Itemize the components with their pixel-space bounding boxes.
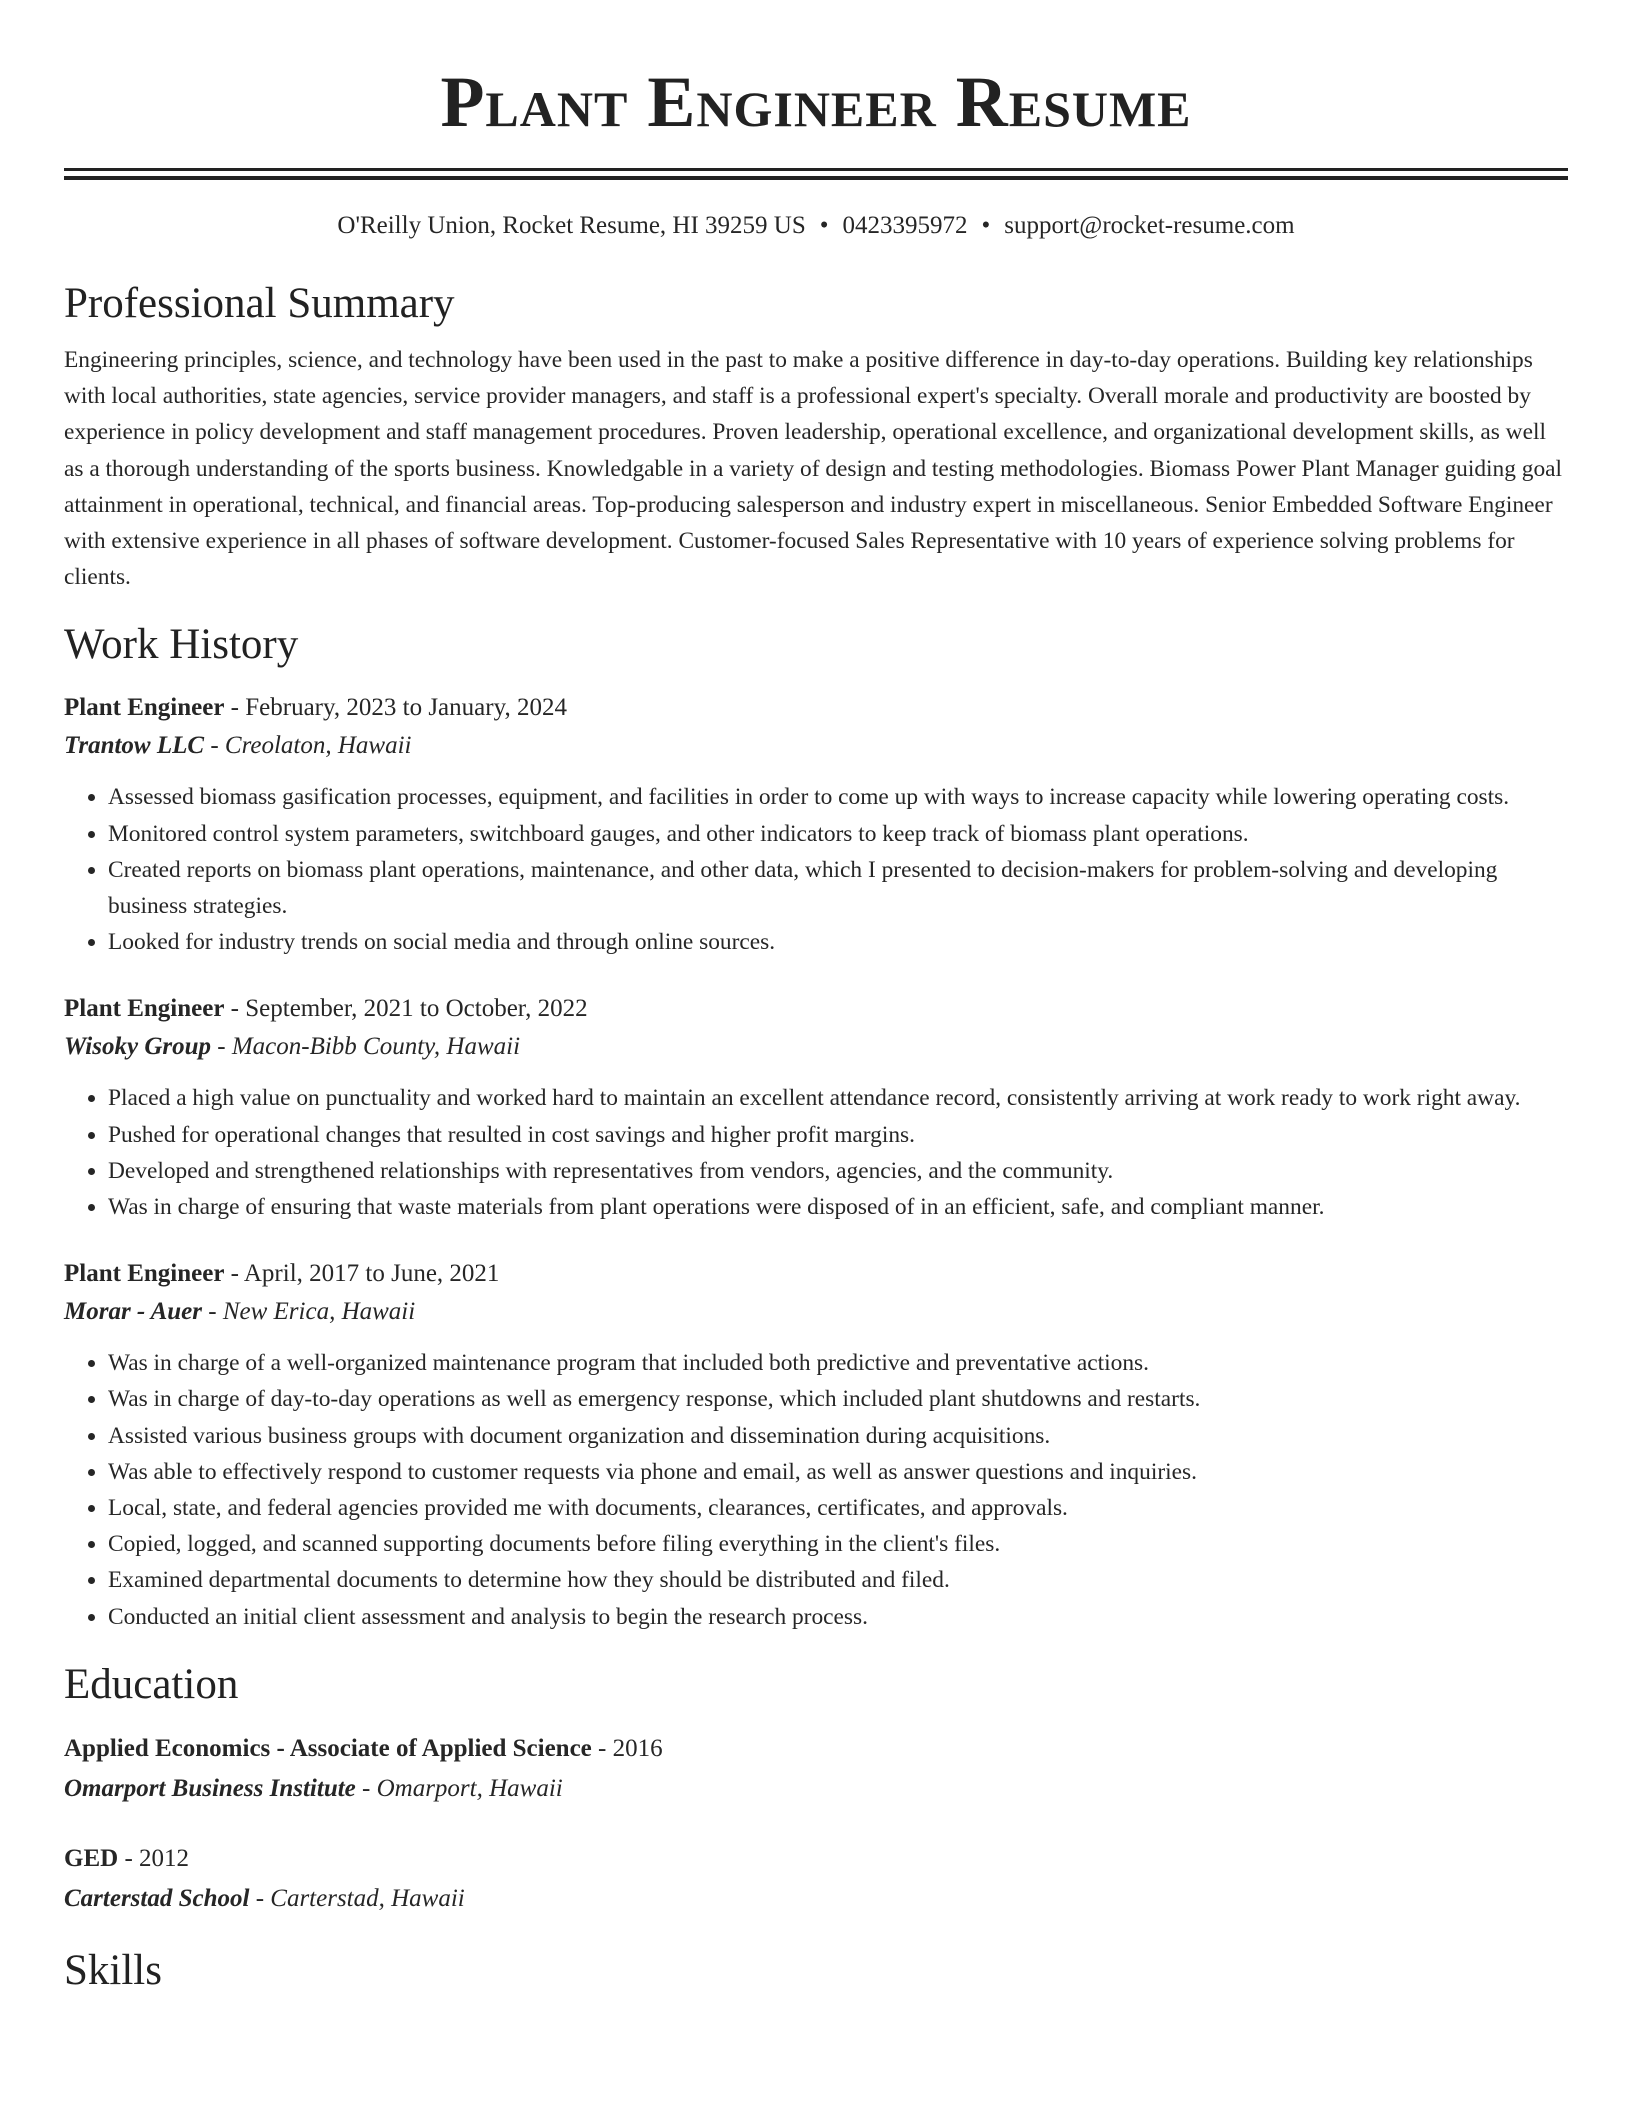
job-location: - Macon-Bibb County, Hawaii	[211, 1033, 521, 1061]
job-bullet: • Developed and strengthened relationships with representatives from vendors, agencies, and the community.	[108, 1153, 1568, 1189]
job-entry	[64, 689, 1568, 960]
job-company-line	[64, 727, 1568, 765]
education-degree: Applied Economics - Associate of Applied Science	[64, 1734, 592, 1762]
job-company: Wisoky Group	[64, 1033, 212, 1061]
job-bullet: • Local, state, and federal agencies provided me with documents, clearances, certificates, and approvals.	[108, 1490, 1568, 1526]
title-divider	[64, 168, 1568, 180]
summary-heading: Professional Summary	[64, 280, 455, 327]
contact-separator: •	[981, 212, 991, 239]
job-bullet: • Looked for industry trends on social media and through online sources.	[108, 924, 1568, 960]
job-bullet: • Copied, logged, and scanned supporting documents before filing everything in the client's files.	[108, 1526, 1568, 1562]
summary-text: Engineering principles, science, and technology have been used in the past to make a positive difference in day-to-day operations. Building key relationships with local authorities, state agencies, service provider managers, and staff is a professional expert's specialty. Overall morale and productivity are boosted by experience in policy development and staff management procedures. Proven leadership, operational excellence, and organizational development skills, as well as a thorough understanding of the sports business. Knowledgable in a variety of design and testing methodologies. Biomass Power Plant Manager guiding goal attainment in operational, technical, and financial areas. Top-producing salesperson and industry expert in miscellaneous. Senior Embedded Software Engineer with extensive experience in all phases of software development. Customer-focused Sales Representative with 10 years of experience solving problems for clients.	[64, 347, 1563, 591]
job-company: Morar - Auer	[64, 1298, 202, 1326]
resume-page	[64, 0, 1568, 1997]
job-bullet: • Monitored control system parameters, switchboard gauges, and other indicators to keep track of biomass plant operations.	[108, 816, 1568, 852]
job-title: Plant Engineer	[64, 1260, 225, 1288]
education-location: - Carterstad, Hawaii	[249, 1884, 465, 1912]
job-bullet: • Conducted an initial client assessment and analysis to begin the research process.	[108, 1599, 1568, 1635]
resume-title: Plant Engineer Resume	[440, 62, 1192, 142]
job-bullet: • Was in charge of ensuring that waste materials from plant operations were disposed of in an efficient, safe, and compliant manner.	[108, 1189, 1568, 1225]
contact-email: support@rocket-resume.com	[1004, 212, 1295, 239]
job-title: Plant Engineer	[64, 995, 225, 1023]
education-school: Carterstad School	[64, 1884, 250, 1912]
job-bullets	[64, 779, 1568, 960]
job-company-line	[64, 1293, 1568, 1331]
job-bullet: • Created reports on biomass plant operations, maintenance, and other data, which I presented to decision-makers for problem-solving and developing business strategies.	[108, 852, 1568, 924]
job-bullet: • Examined departmental documents to determine how they should be distributed and filed.	[108, 1562, 1568, 1598]
job-title-line	[64, 689, 1568, 727]
education-degree-line	[64, 1839, 1568, 1879]
job-entry	[64, 990, 1568, 1225]
job-bullet: • Was in charge of day-to-day operations as well as emergency response, which included plant shutdowns and restarts.	[108, 1381, 1568, 1417]
job-dates: - September, 2021 to October, 2022	[224, 995, 588, 1023]
education-location: - Omarport, Hawaii	[355, 1774, 563, 1802]
education-degree-line	[64, 1729, 1568, 1769]
job-dates: - February, 2023 to January, 2024	[224, 694, 567, 722]
skills-heading: Skills	[64, 1946, 162, 1994]
education-degree: GED	[64, 1844, 119, 1872]
education-school-line	[64, 1769, 1568, 1809]
job-company: Trantow LLC	[64, 732, 205, 760]
job-title-line	[64, 1255, 1568, 1293]
education-school: Omarport Business Institute	[64, 1774, 356, 1802]
job-bullets	[64, 1080, 1568, 1225]
education-heading: Education	[64, 1660, 239, 1708]
job-company-line	[64, 1028, 1568, 1066]
education-year: - 2012	[118, 1844, 190, 1872]
contact-separator: •	[819, 212, 829, 239]
job-bullet: • Was able to effectively respond to customer requests via phone and email, as well as answer questions and inquiries.	[108, 1454, 1568, 1490]
education-school-line	[64, 1879, 1568, 1919]
contact-address: O'Reilly Union, Rocket Resume, HI 39259 US	[337, 212, 806, 239]
job-bullet: • Assisted various business groups with document organization and dissemination during acquisitions.	[108, 1418, 1568, 1454]
education-year: - 2016	[591, 1734, 663, 1762]
job-bullet: • Assessed biomass gasification processes, equipment, and facilities in order to come up with ways to increase capacity while lowering operating costs.	[108, 779, 1568, 815]
job-location: - Creolaton, Hawaii	[204, 732, 412, 760]
job-entry	[64, 1255, 1568, 1635]
job-location: - New Erica, Hawaii	[202, 1298, 416, 1326]
job-bullet: • Pushed for operational changes that resulted in cost savings and higher profit margins.	[108, 1117, 1568, 1153]
contact-line	[64, 210, 1568, 242]
education-entry	[64, 1729, 1568, 1809]
contact-phone: 0423395972	[842, 212, 968, 239]
job-bullet: • Was in charge of a well-organized maintenance program that included both predictive and preventative actions.	[108, 1345, 1568, 1381]
job-title: Plant Engineer	[64, 694, 225, 722]
job-bullets	[64, 1345, 1568, 1635]
job-dates: - April, 2017 to June, 2021	[224, 1260, 500, 1288]
education-entry	[64, 1839, 1568, 1919]
job-bullet: • Placed a high value on punctuality and worked hard to maintain an excellent attendance record, consistently arriving at work ready to work right away.	[108, 1080, 1568, 1116]
job-title-line	[64, 990, 1568, 1028]
work-history-heading: Work History	[64, 621, 299, 669]
